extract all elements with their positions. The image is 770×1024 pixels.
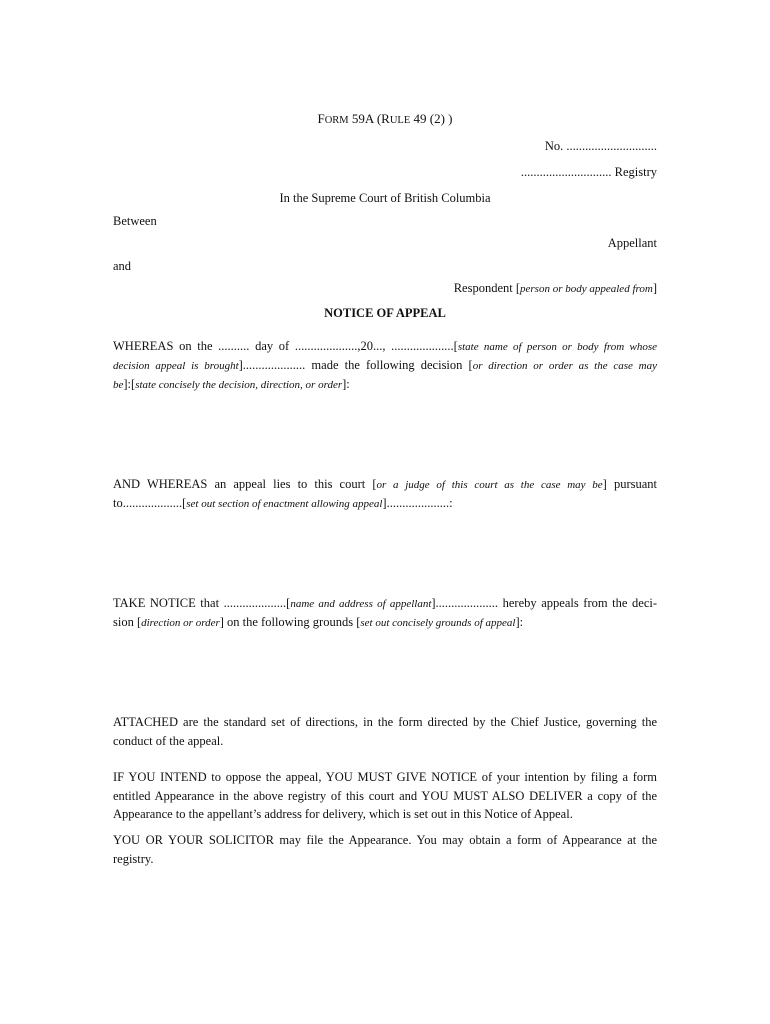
and-whereas-line-1 [113,475,657,494]
whereas-italic-3: or direction or order as the case may [472,360,657,372]
if-you-intend-line-3: Appearance to the appellant’s address for delivery, which is set out in this Notice of Appeal. [113,807,573,821]
and-whereas-text-2: to...................[ [113,496,187,510]
respondent-close: ] [652,281,657,295]
attached-line-2: conduct of the appeal. [113,734,224,748]
whereas-text-1: WHEREAS on the .......... day of ....................,20..., ....................[ [113,339,458,353]
document-page [113,0,657,1024]
take-notice-italic-2: direction or order [141,617,220,629]
and-whereas-close-2: ]....................: [382,496,453,510]
whereas-line-2 [113,356,657,375]
respondent-label: Respondent [ [453,281,521,295]
take-notice-close-1: ].................... hereby appeals from the deci- [431,596,657,610]
if-you-intend-line-2: entitled Appearance in the above registry of this court and YOU MUST ALSO DELIVER a copy of the [113,789,657,803]
form-title-r-rest: ULE [389,115,411,126]
whereas-text-2: ].................... made the following decision [ [238,358,473,372]
attached-line-1: ATTACHED are the standard set of directions, in the form directed by the Chief Justice, governing the [113,715,657,729]
whereas-italic-1: state name of person or body from whose [457,341,658,353]
and-label: and [113,259,132,273]
and-whereas-italic-1: or a judge of this court as the case may be [376,479,603,491]
form-title-rule: 49 (2) ) [410,111,453,126]
form-title [113,109,657,129]
take-notice-mid: ] on the following grounds [ [219,615,361,629]
take-notice-italic-1: name and address of appellant [290,598,432,610]
whereas-italic-5: state concisely the decision, direction, or order [135,379,343,391]
whereas-text-3: ]:[ [123,377,136,391]
court-line: In the Supreme Court of British Columbia [279,191,491,205]
solicitor-line-2: registry. [113,852,154,866]
take-notice-italic-3: set out concisely grounds of appeal [360,617,516,629]
respondent-note: person or body appealed from [520,283,653,295]
take-notice-text-2: sion [ [113,615,142,629]
take-notice-line-2 [113,613,523,632]
and-whereas-close-1: ] pursuant [602,477,657,491]
if-you-intend-line-1: IF YOU INTEND to oppose the appeal, YOU MUST GIVE NOTICE of your intention by filing a form [113,770,657,784]
whereas-close: ]: [342,377,350,391]
and-whereas-text-1: AND WHEREAS an appeal lies to this court [ [113,477,377,491]
take-notice-line-1 [113,594,657,613]
whereas-italic-2: decision appeal is brought [113,360,239,372]
form-title-r-initial: R [381,111,390,126]
between-label: Between [113,214,157,228]
and-whereas-line-2 [113,494,453,513]
form-title-f-rest: ORM [324,115,349,126]
appellant-label: Appellant [607,236,657,250]
form-title-f-initial: F [317,111,325,126]
take-notice-text-1: TAKE NOTICE that ....................[ [113,596,291,610]
whereas-line-1 [113,337,657,356]
registry-line: ............................. Registry [520,165,657,179]
and-whereas-italic-2: set out section of enactment allowing appeal [186,498,383,510]
whereas-italic-4: be [113,379,124,391]
respondent-line [113,279,657,298]
form-title-number: 59A ( [348,111,382,126]
whereas-line-3 [113,375,350,394]
solicitor-line-1: YOU OR YOUR SOLICITOR may file the Appearance. You may obtain a form of Appearance at the [113,833,657,847]
take-notice-close-2: ]: [515,615,524,629]
notice-title: NOTICE OF APPEAL [324,306,446,320]
file-number-line: No. ............................. [544,139,657,153]
